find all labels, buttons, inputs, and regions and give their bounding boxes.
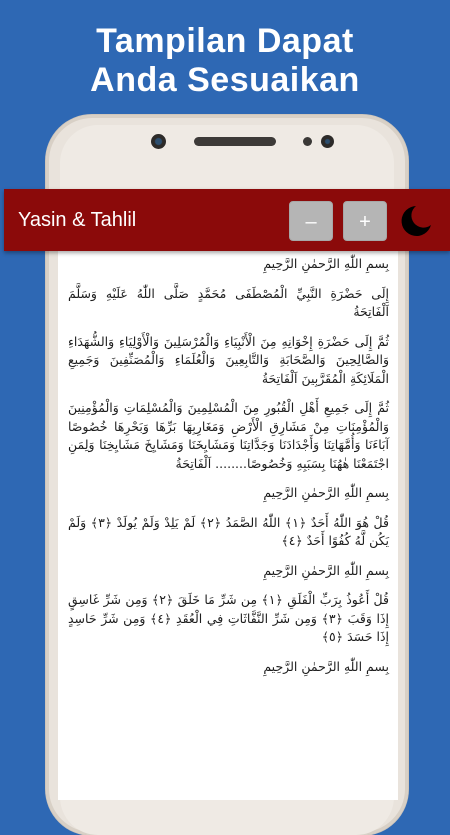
paragraph-basmala: بِسمِ اللّٰهِ الرَّحمٰنِ الرَّحِيمِ bbox=[263, 658, 389, 674]
decrease-font-button[interactable]: – bbox=[289, 201, 333, 241]
front-camera-icon bbox=[151, 134, 166, 149]
arabic-text-content bbox=[58, 250, 398, 676]
promo-headline bbox=[0, 22, 450, 100]
paragraph: ثُمَّ إِلَى حَضْرَةِ إِخْوَانِهِ مِنَ الْأَنْبِيَاءِ وَالْمُرْسَلِينَ وَالْأَوْلِيَاءِ وَالشُّهَدَاءِ وَالصَّالِحِينَ وَالصَّحَابَةِ وَالتَّابِعِينَ وَالْعُلَمَاءِ وَالْمُصَنِّفِينَ وَجَمِيعِ الْمَلَائِكَةِ الْمُقَرَّبِينَ اَلْفَاتِحَةُ bbox=[68, 333, 389, 386]
headline-line-2: Anda Sesuaikan bbox=[90, 61, 360, 99]
sensor-icon bbox=[303, 137, 312, 146]
paragraph: ثُمَّ إِلَى جَمِيعِ أَهْلِ الْقُبُورِ مِنَ الْمُسْلِمِينَ وَالْمُسْلِمَاتِ وَالْمُؤْمِنِينَ وَالْمُؤْمِنَاتِ مِنْ مَشَارِقِ الْأَرْضِ وَمَغَارِبِهَا بَرِّهَا وَبَحْرِهَا خُصُوصًا آبَاءَنَا وَأُمَّهَاتِنَا وَأَجْدَادَنَا وَجَدَّاتِنَا وَمَشَايِخَنَا وَمَشَايِخَ مَشَايِخِنَا وَلِمَنِ اجْتَمَعْنَا هٰهُنَا بِسَبَبِهِ وَخُصُوصًا........ اَلْفَاتِحَةُ bbox=[68, 400, 389, 471]
night-mode-button[interactable] bbox=[394, 203, 434, 239]
headline-line-1: Tampilan Dapat bbox=[96, 22, 354, 60]
increase-font-button[interactable]: + bbox=[343, 201, 387, 241]
paragraph: قُلْ أَعُوذُ بِرَبِّ الْفَلَقِ ﴿١﴾ مِن شَرِّ مَا خَلَقَ ﴿٢﴾ وَمِن شَرِّ غَاسِقٍ إِذَا وَقَبَ ﴿٣﴾ وَمِن شَرِّ النَّفَّاثَاتِ فِي الْعُقَدِ ﴿٤﴾ وَمِن شَرِّ حَاسِدٍ إِذَا حَسَدَ ﴿٥﴾ bbox=[68, 592, 390, 644]
paragraph-basmala: بِسمِ اللّٰهِ الرَّحمٰنِ الرَّحِيمِ bbox=[263, 256, 389, 271]
paragraph: إِلَى حَضْرَةِ النَّبِيِّ الْمُصْطَفَى مُحَمَّدٍ صَلَّى اللّٰهُ عَلَيْهِ وَسَلَّمَ اَلْفَاتِحَةُ bbox=[68, 285, 389, 319]
paragraph-basmala: بِسمِ اللّٰهِ الرَّحمٰنِ الرَّحِيمِ bbox=[263, 485, 389, 500]
paragraph: قُلْ هُوَ اللّٰهُ أَحَدٌ ﴿١﴾ اللّٰهُ الصَّمَدُ ﴿٢﴾ لَمْ يَلِدْ وَلَمْ يُولَدْ ﴿٣﴾ وَلَمْ يَكُن لَّهُ كُفُوًا أَحَدٌ ﴿٤﴾ bbox=[68, 514, 389, 548]
paragraph-basmala: بِسمِ اللّٰهِ الرَّحمٰنِ الرَّحِيمِ bbox=[263, 562, 389, 578]
reading-screen[interactable] bbox=[58, 250, 398, 800]
app-toolbar bbox=[4, 189, 450, 251]
moon-icon bbox=[394, 203, 434, 239]
earpiece-speaker bbox=[194, 137, 276, 146]
app-title: Yasin & Tahlil bbox=[18, 209, 137, 231]
secondary-camera-icon bbox=[321, 135, 334, 148]
